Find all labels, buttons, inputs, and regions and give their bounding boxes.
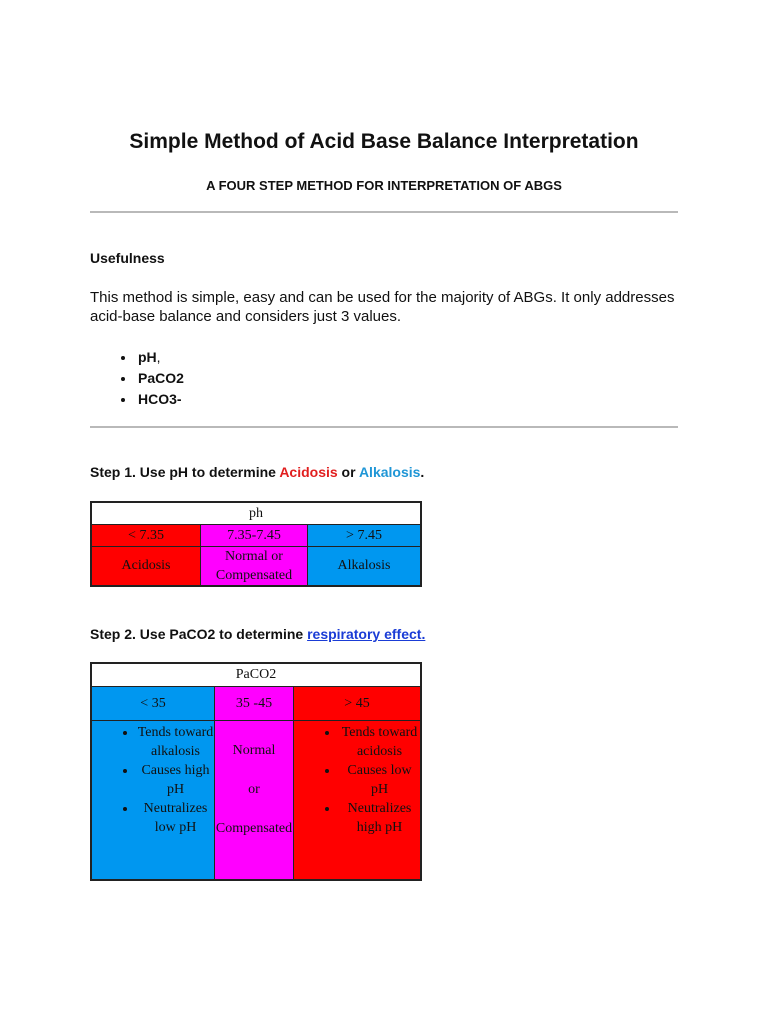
paco2-table-header: PaCO2 [91, 663, 421, 686]
list-item: • Causes low pH [339, 761, 420, 799]
list-item: • Tends toward alkalosis [137, 723, 214, 761]
paco2-range-low: < 35 [91, 686, 215, 720]
respiratory-effect-link[interactable]: respiratory effect. [307, 626, 426, 642]
paco2-table [90, 662, 422, 881]
usefulness-heading: Usefulness [90, 250, 165, 266]
list-item: • HCO3- [136, 389, 184, 410]
paco2-range-high: > 45 [294, 686, 422, 720]
page-subtitle: A FOUR STEP METHOD FOR INTERPRETATION OF ABGS [206, 178, 562, 193]
alkalosis-label: Alkalosis [358, 464, 421, 480]
paco2-range-normal: 35 -45 [215, 686, 294, 720]
normal-line: Compensated [215, 820, 293, 836]
step1-heading: Step 1. Use pH to determine Acidosis or Alkalosis. [90, 464, 425, 480]
ph-range-normal: 7.35-7.45 [201, 524, 308, 546]
ph-result-acidosis: Acidosis [91, 546, 201, 586]
comma: , [156, 349, 161, 365]
normal-line: or [248, 781, 260, 797]
page-title: Simple Method of Acid Base Balance Interpretation [129, 130, 639, 153]
list-item: • Neutralizes high pH [339, 799, 420, 837]
list-item: • pH, [136, 347, 184, 368]
ph-result-normal: Normal or Compensated [201, 546, 308, 586]
normal-line: Normal [232, 742, 276, 758]
ph-result-alkalosis: Alkalosis [308, 546, 422, 586]
paco2-low-effects [91, 720, 215, 880]
list-item: • Causes high pH [137, 761, 214, 799]
low-effects-list [92, 723, 214, 837]
list-item: • Neutralizes low pH [137, 799, 214, 837]
ph-range-high: > 7.45 [308, 524, 422, 546]
ph-range-low: < 7.35 [91, 524, 201, 546]
acidosis-label: Acidosis [279, 464, 338, 480]
list-item: • PaCO2 [136, 368, 184, 389]
high-effects-list [294, 723, 420, 837]
ph-table-header: ph [91, 502, 421, 524]
ph-table [90, 501, 422, 587]
divider-1 [90, 211, 678, 213]
divider-2 [90, 426, 678, 428]
usefulness-text: This method is simple, easy and can be used for the majority of ABGs. It only addresses acid-base balance and considers just 3 values. [90, 289, 675, 325]
paco2-high-effects [294, 720, 422, 880]
paco2-normal-cell [215, 720, 294, 880]
step2-heading: Step 2. Use PaCO2 to determine respiratory effect. [90, 626, 426, 642]
list-item: • Tends toward acidosis [339, 723, 420, 761]
parameter-list [112, 347, 184, 410]
